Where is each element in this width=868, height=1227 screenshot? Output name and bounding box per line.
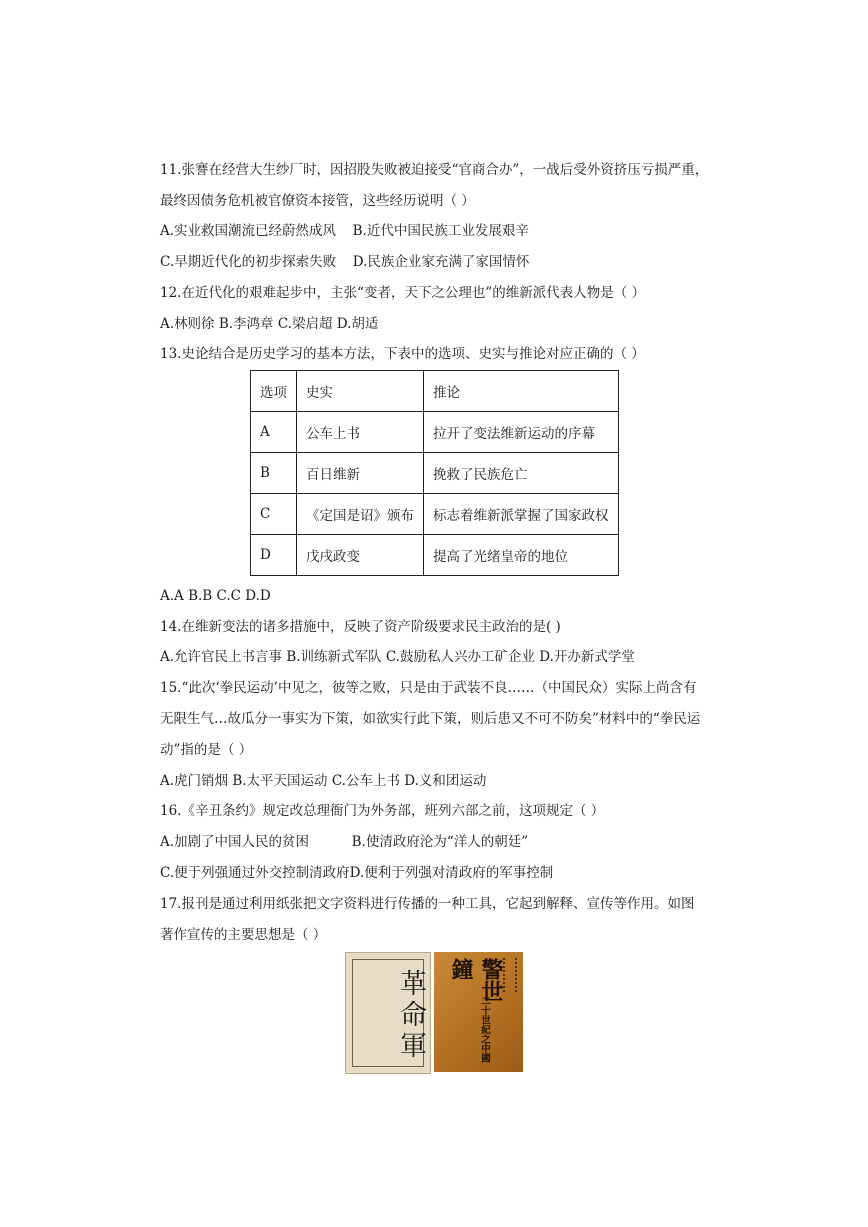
- q12-stem: 12.在近代化的艰难起步中，主张“变者，天下之公理也”的维新派代表人物是（ ）: [160, 285, 646, 301]
- q11-options-row2: [160, 253, 529, 271]
- table-cell: B: [251, 453, 297, 494]
- q13-options[interactable]: A.A B.B C.C D.D: [160, 588, 271, 604]
- alarm-bell-book-cover: [434, 952, 523, 1072]
- q15-stem-line1: 15.“此次‘拳民运动’中见之，彼等之败，只是由于武装不良……（中国民众）实际上尚含有: [160, 680, 697, 696]
- table-cell: 戊戌政变: [297, 535, 424, 576]
- q16-options-row2[interactable]: C.便于列强通过外交控制清政府D.便利于列强对清政府的军事控制: [160, 865, 554, 881]
- q17-stem-line2: 著作宣传的主要思想是（ ）: [160, 927, 327, 943]
- revolutionary-army-book-cover: [345, 952, 431, 1074]
- q11-stem-line1: 11.张謇在经营大生纱厂时，因招股失败被迫接受“官商合办”，一战后受外资挤压亏损严重，: [160, 162, 709, 178]
- q15-options[interactable]: A.虎门销烟 B.太平天国运动 C.公车上书 D.义和团运动: [160, 773, 487, 789]
- q11-option-d[interactable]: D.民族企业家充满了家国情怀: [352, 254, 530, 270]
- q16-stem: 16.《辛丑条约》规定改总理衙门为外务部，班列六部之前，这项规定（ ）: [160, 803, 605, 819]
- table-row: [251, 494, 619, 535]
- q11-options-row1: [160, 222, 529, 240]
- table-cell: 《定国是诏》颁布: [297, 494, 424, 535]
- table-cell: 拉开了变法维新运动的序幕: [424, 412, 619, 453]
- q11-option-a[interactable]: A.实业救国潮流已经蔚然成风: [160, 223, 337, 239]
- table-row: [251, 535, 619, 576]
- q15-stem-line3: 动”指的是（ ）: [160, 742, 253, 758]
- q11-option-c[interactable]: C.早期近代化的初步探索失败: [160, 254, 337, 270]
- cover1-title: 革命軍: [395, 968, 426, 1062]
- q13-stem: 13.史论结合是历史学习的基本方法，下表中的选项、史实与推论对应正确的（ ）: [160, 346, 645, 362]
- q14-stem: 14.在维新变法的诸多措施中，反映了资产阶级要求民主政治的是( ): [160, 619, 561, 635]
- table-cell: 公车上书: [297, 412, 424, 453]
- cover2-subtitle: 二十世紀之中國: [479, 996, 490, 1063]
- cover2-title: 警世鐘: [448, 958, 504, 1002]
- q16-options-row1: [160, 833, 528, 851]
- q16-option-b[interactable]: B.使清政府沦为“洋人的朝廷”: [351, 834, 529, 850]
- table-cell: 百日维新: [297, 453, 424, 494]
- q12-options[interactable]: A.林则徐 B.李鸿章 C.梁启超 D.胡适: [160, 316, 379, 332]
- table-header-row: [251, 371, 619, 412]
- table-cell: 标志着维新派掌握了国家政权: [424, 494, 619, 535]
- q11-stem-line2: 最终因债务危机被官僚资本接管，这些经历说明（ ）: [160, 193, 475, 209]
- table-cell: 提高了光绪皇帝的地位: [424, 535, 619, 576]
- q13-table: [250, 370, 619, 576]
- table-cell: 挽救了民族危亡: [424, 453, 619, 494]
- table-cell: C: [251, 494, 297, 535]
- table-header-option: 选项: [251, 371, 297, 412]
- table-row: [251, 453, 619, 494]
- q16-option-a[interactable]: A.加剧了中国人民的贫困: [160, 834, 310, 850]
- q14-options[interactable]: A.允许官民上书言事 B.训练新式军队 C.鼓励私人兴办工矿企业 D.开办新式学堂: [160, 649, 635, 665]
- q17-stem-line1: 17.报刊是通过利用纸张把文字资料进行传播的一种工具，它起到解释、宣传等作用。如图: [160, 896, 695, 912]
- q15-stem-line2: 无限生气…故瓜分一事实为下策，如欲实行此下策，则后患又不可不防矣”材料中的“拳民运: [160, 711, 701, 727]
- table-header-fact: 史实: [297, 371, 424, 412]
- table-row: [251, 412, 619, 453]
- table-header-inference: 推论: [424, 371, 619, 412]
- q11-option-b[interactable]: B.近代中国民族工业发展艰辛: [352, 223, 529, 239]
- table-cell: A: [251, 412, 297, 453]
- table-cell: D: [251, 535, 297, 576]
